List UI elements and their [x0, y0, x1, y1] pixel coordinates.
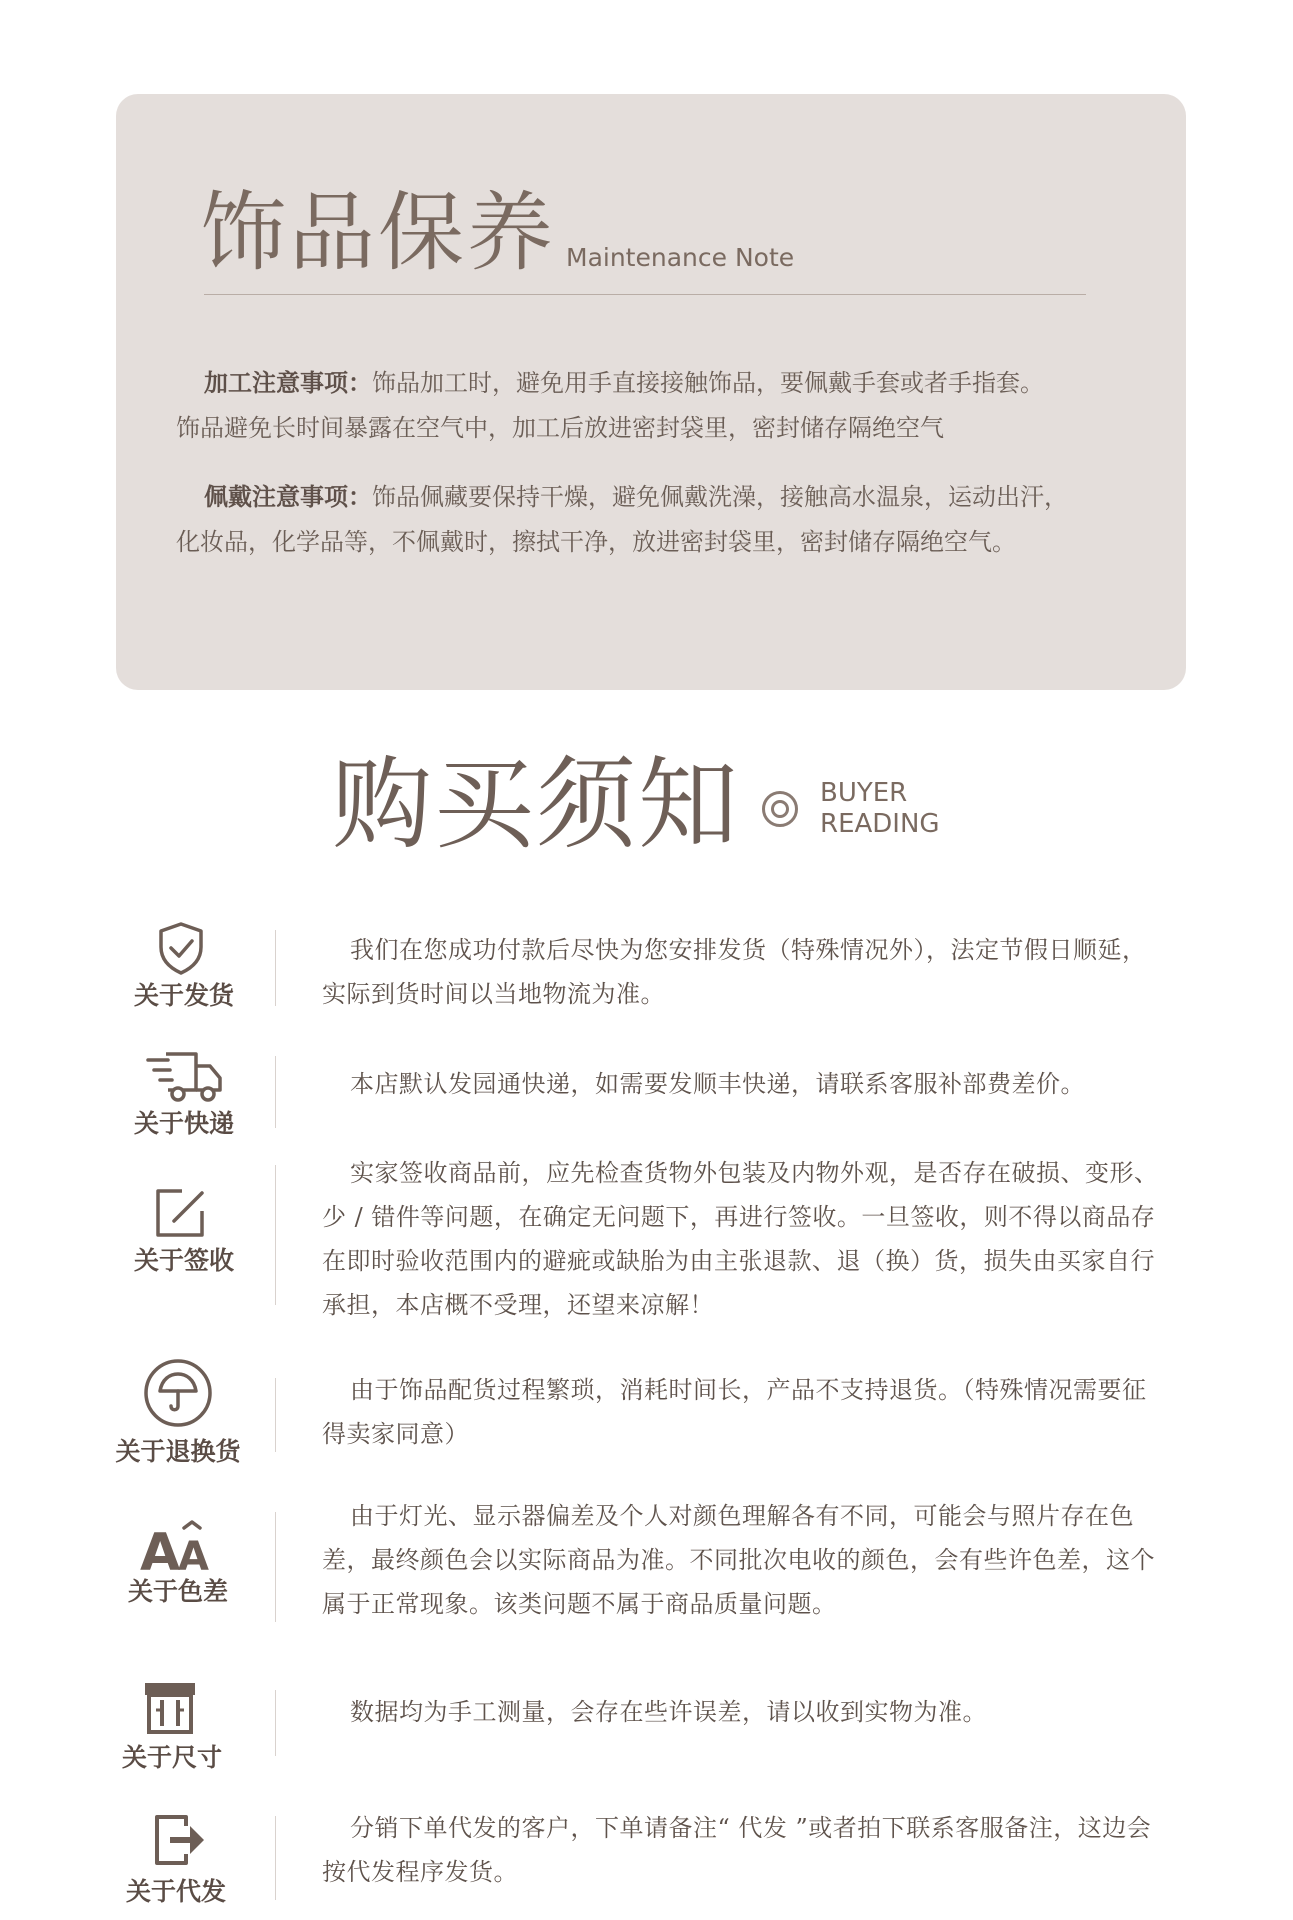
row-label-shipping: 关于发货: [133, 981, 234, 1010]
buyer-subtitle-line2: READING: [820, 809, 940, 839]
edit-sign-icon: [152, 1185, 208, 1241]
umbrella-icon: [143, 1358, 213, 1428]
row-divider: [275, 1165, 276, 1305]
buyer-heading: [332, 746, 940, 863]
wearing-note: [176, 474, 1136, 565]
maintenance-title-row: [200, 183, 795, 283]
delivery-truck-icon: [146, 1050, 226, 1106]
row-text-courier: 本店默认发园通快递，如需要发顺丰快递，请联系客服补部费差价。: [350, 1070, 1085, 1098]
row-divider: [275, 1056, 276, 1128]
ruler-box-icon: [142, 1680, 198, 1736]
wearing-note-heading: 佩戴注意事项：: [204, 482, 372, 511]
wearing-note-line2: 化妆品，化学品等，不佩戴时，擦拭干净，放进密封袋里，密封储存隔绝空气。: [176, 528, 1016, 556]
maintenance-subtitle: Maintenance Note: [566, 243, 795, 272]
target-circle-icon: [762, 791, 798, 827]
row-label-courier: 关于快递: [133, 1109, 234, 1138]
row-label-size: 关于尺寸: [121, 1743, 222, 1772]
row-label-color: 关于色差: [127, 1577, 228, 1606]
processing-note-line1: 饰品加工时，避免用手直接接触饰品，要佩戴手套或者手指套。: [372, 369, 1044, 397]
row-label-dropship: 关于代发: [125, 1877, 226, 1906]
row-divider: [275, 930, 276, 1006]
exit-arrow-icon: [152, 1812, 208, 1868]
buyer-subtitle-line1: BUYER: [820, 778, 908, 808]
row-text-size: 数据均为手工测量，会存在些许误差，请以收到实物为准。: [350, 1698, 987, 1726]
row-divider: [275, 1378, 276, 1452]
svg-text:A: A: [178, 1534, 209, 1574]
processing-note-line2: 饰品避免长时间暴露在空气中，加工后放进密封袋里，密封储存隔绝空气: [176, 414, 944, 442]
title-divider: [204, 294, 1086, 295]
row-divider: [275, 1512, 276, 1622]
maintenance-card: [116, 94, 1186, 690]
font-size-icon: [140, 1520, 216, 1574]
row-label-returns: 关于退换货: [115, 1437, 241, 1466]
row-text-shipping: 我们在您成功付款后尽快为您安排发货（特殊情况外），法定节假日顺延，实际到货时间以当地物流为准。: [322, 936, 1147, 1008]
row-divider: [275, 1816, 276, 1900]
processing-note-heading: 加工注意事项：: [204, 368, 372, 397]
buyer-title: 购买须知: [332, 746, 740, 863]
row-text-receipt: 实家签收商品前，应先检查货物外包装及内物外观，是否存在破损、变形、少 / 错件等问题，在确定无问题下，再进行签收。一旦签收，则不得以商品存在即时验收范围内的避疵或缺胎为由主张退款、退（换）货，损失由买家自行承担，本店概不受理，还望来凉解！: [322, 1159, 1159, 1319]
row-text-color: 由于灯光、显示器偏差及个人对颜色理解各有不同，可能会与照片存在色差，最终颜色会以实际商品为准。不同批次电收的颜色，会有些许色差，这个属于正常现象。该类问题不属于商品质量问题。: [322, 1502, 1155, 1618]
row-text-returns: 由于饰品配货过程繁琐，消耗时间长，产品不支持退货。（特殊情况需要征得卖家同意）: [322, 1376, 1147, 1448]
processing-note: [176, 360, 1136, 451]
maintenance-title: 饰品保养: [200, 183, 556, 283]
wearing-note-line1: 饰品佩藏要保持干燥，避免佩戴洗澡，接触高水温泉，运动出汗，: [372, 483, 1068, 511]
shield-check-icon: [153, 920, 209, 976]
row-text-dropship: 分销下单代发的客户，下单请备注“ 代发 ”或者拍下联系客服备注，这边会按代发程序发货。: [322, 1814, 1152, 1886]
row-label-receipt: 关于签收: [133, 1246, 234, 1275]
row-divider: [275, 1690, 276, 1756]
buyer-subtitle: [820, 778, 940, 840]
svg-text:A: A: [140, 1523, 181, 1574]
